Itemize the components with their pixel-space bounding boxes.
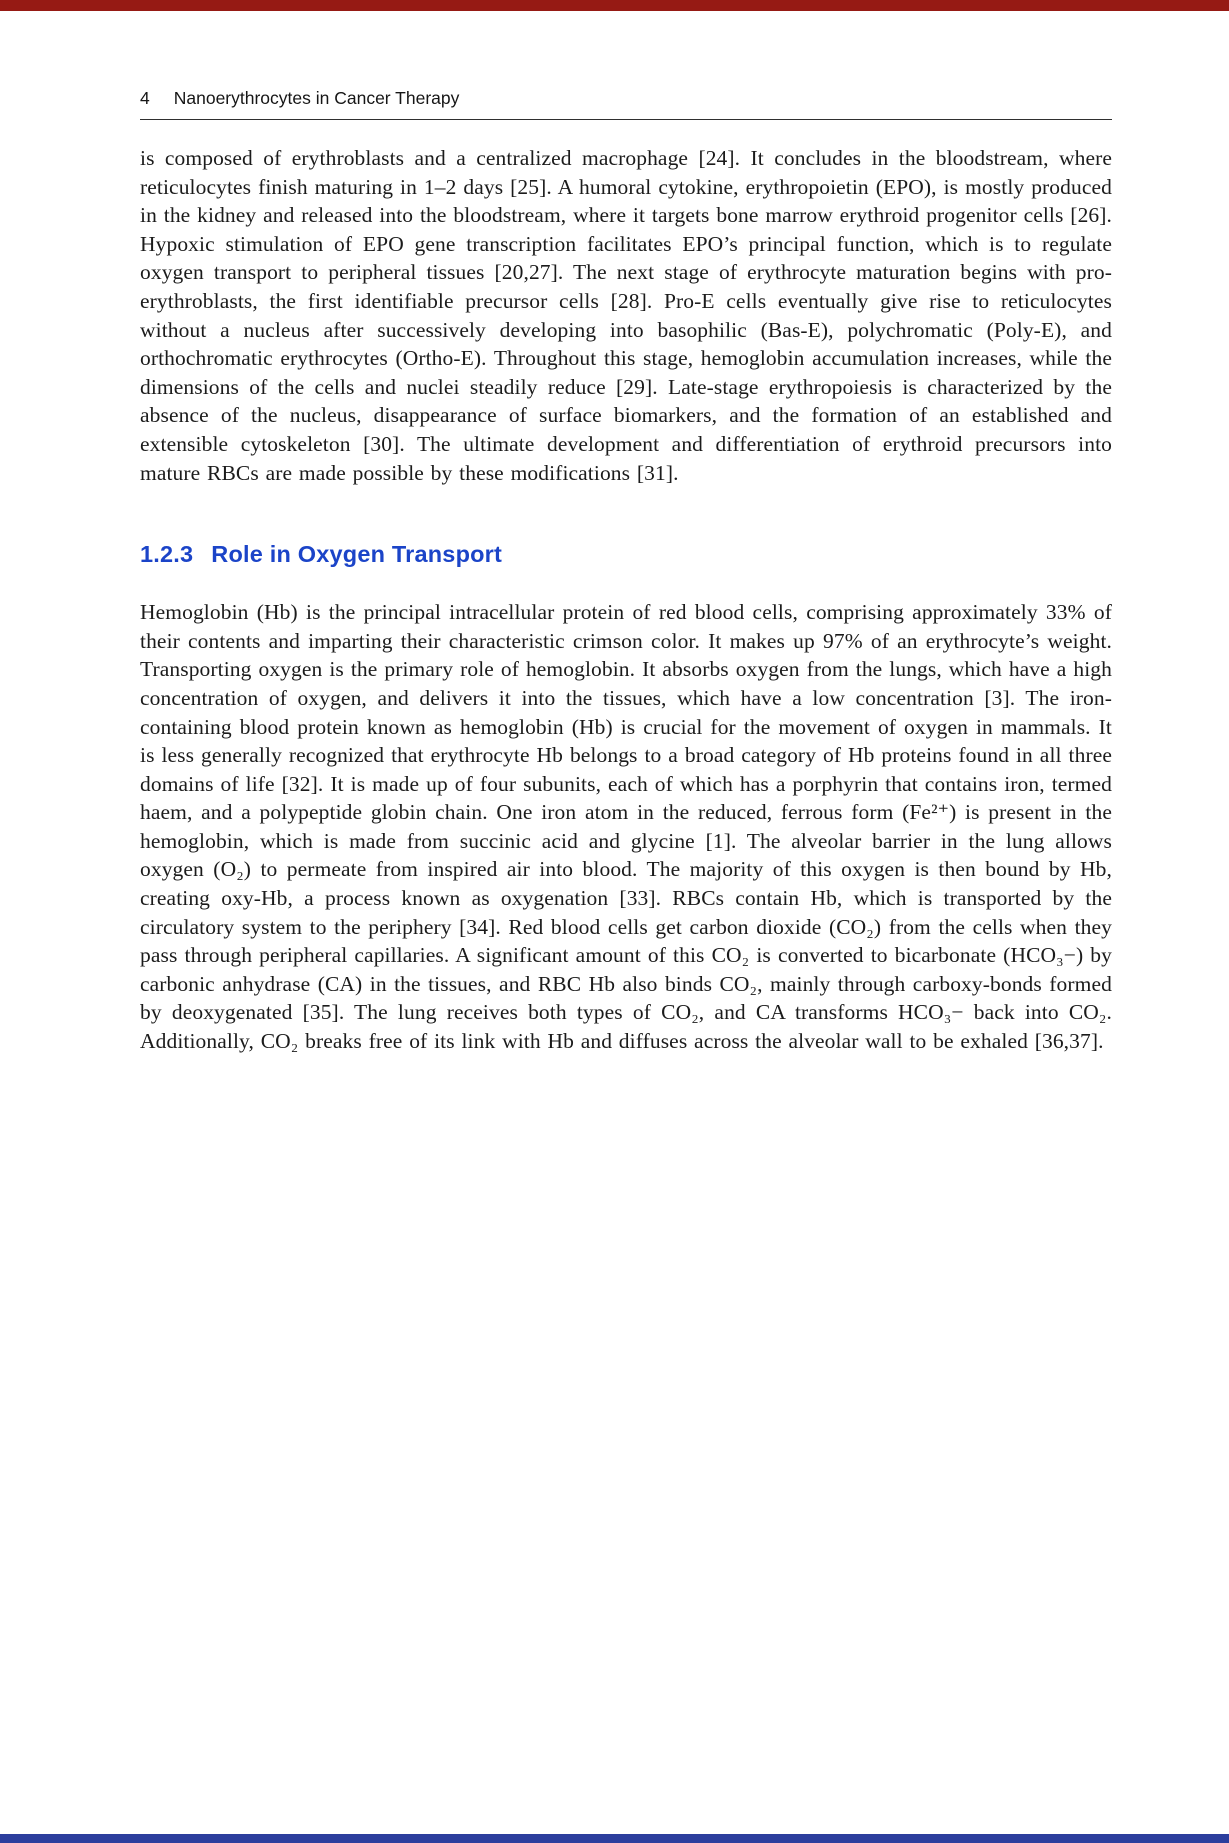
running-title: Nanoerythrocytes in Cancer Therapy (173, 88, 460, 108)
bottom-edge-bar (0, 1834, 1229, 1843)
body-text (140, 144, 1112, 1056)
page-header (140, 88, 1112, 109)
page-content (140, 0, 1112, 1056)
section-title: Role in Oxygen Transport (211, 541, 503, 568)
page-number: 4 (140, 88, 150, 108)
paragraph-erythropoiesis: is composed of erythroblasts and a centralized macrophage [24]. It concludes in the bloodstream, where reticulocytes finish maturing in 1–2 days [25]. A humoral cytokine, erythropoietin (EPO), is mostly produced in the kidney and released into the bloodstream, where it targets bone marrow erythroid progenitor cells [26]. Hypoxic stimulation of EPO gene transcription facilitates EPO’s principal function, which is to regulate oxygen transport to peripheral tissues [20,27]. The next stage of erythrocyte maturation begins with pro-erythroblasts, the first identifiable precursor cells [28]. Pro-E cells eventually give rise to reticulocytes without a nucleus after successively developing into basophilic (Bas-E), polychromatic (Poly-E), and orthochromatic erythrocytes (Ortho-E). Throughout this stage, hemoglobin accumulation increases, while the dimensions of the cells and nuclei steadily reduce [29]. Late-stage erythropoiesis is characterized by the absence of the nucleus, disappearance of surface biomarkers, and the formation of an established and extensible cytoskeleton [30]. The ultimate development and differentiation of erythroid precursors into mature RBCs are made possible by these modifications [31]. (140, 146, 1112, 485)
header-rule (140, 119, 1112, 120)
section-number: 1.2.3 (140, 541, 194, 568)
paragraph-oxygen-transport: Hemoglobin (Hb) is the principal intracellular protein of red blood cells, comprising approximately 33% of their contents and imparting their characteristic crimson color. It makes up 97% of an erythrocyte’s weight. Transporting oxygen is the primary role of hemoglobin. It absorbs oxygen from the lungs, which have a high concentration of oxygen, and delivers it into the tissues, which have a low concentration [3]. The iron-containing blood protein known as hemoglobin (Hb) is crucial for the movement of oxygen in mammals. It is less generally recognized that erythrocyte Hb belongs to a broad category of Hb proteins found in all three domains of life [32]. It is made up of four subunits, each of which has a porphyrin that contains iron, termed haem, and a polypeptide globin chain. One iron atom in the reduced, ferrous form (Fe²⁺) is present in the hemoglobin, which is made from succinic acid and glycine [1]. The alveolar barrier in the lung allows oxygen (O₂) to permeate from inspired air into blood. The majority of this oxygen is then bound by Hb, creating oxy-Hb, a process known as oxygenation [33]. RBCs contain Hb, which is transported by the circulatory system to the periphery [34]. Red blood cells get carbon dioxide (CO₂) from the cells when they pass through peripheral capillaries. A significant amount of this CO₂ is converted to bicarbonate (HCO₃−) by carbonic anhydrase (CA) in the tissues, and RBC Hb also binds CO₂, mainly through carboxy-bonds formed by deoxygenated [35]. The lung receives both types of CO₂, and CA transforms HCO₃− back into CO₂. Additionally, CO₂ breaks free of its link with Hb and diffuses across the alveolar wall to be exhaled [36,37]. (140, 600, 1112, 1054)
section-heading (140, 541, 1112, 568)
